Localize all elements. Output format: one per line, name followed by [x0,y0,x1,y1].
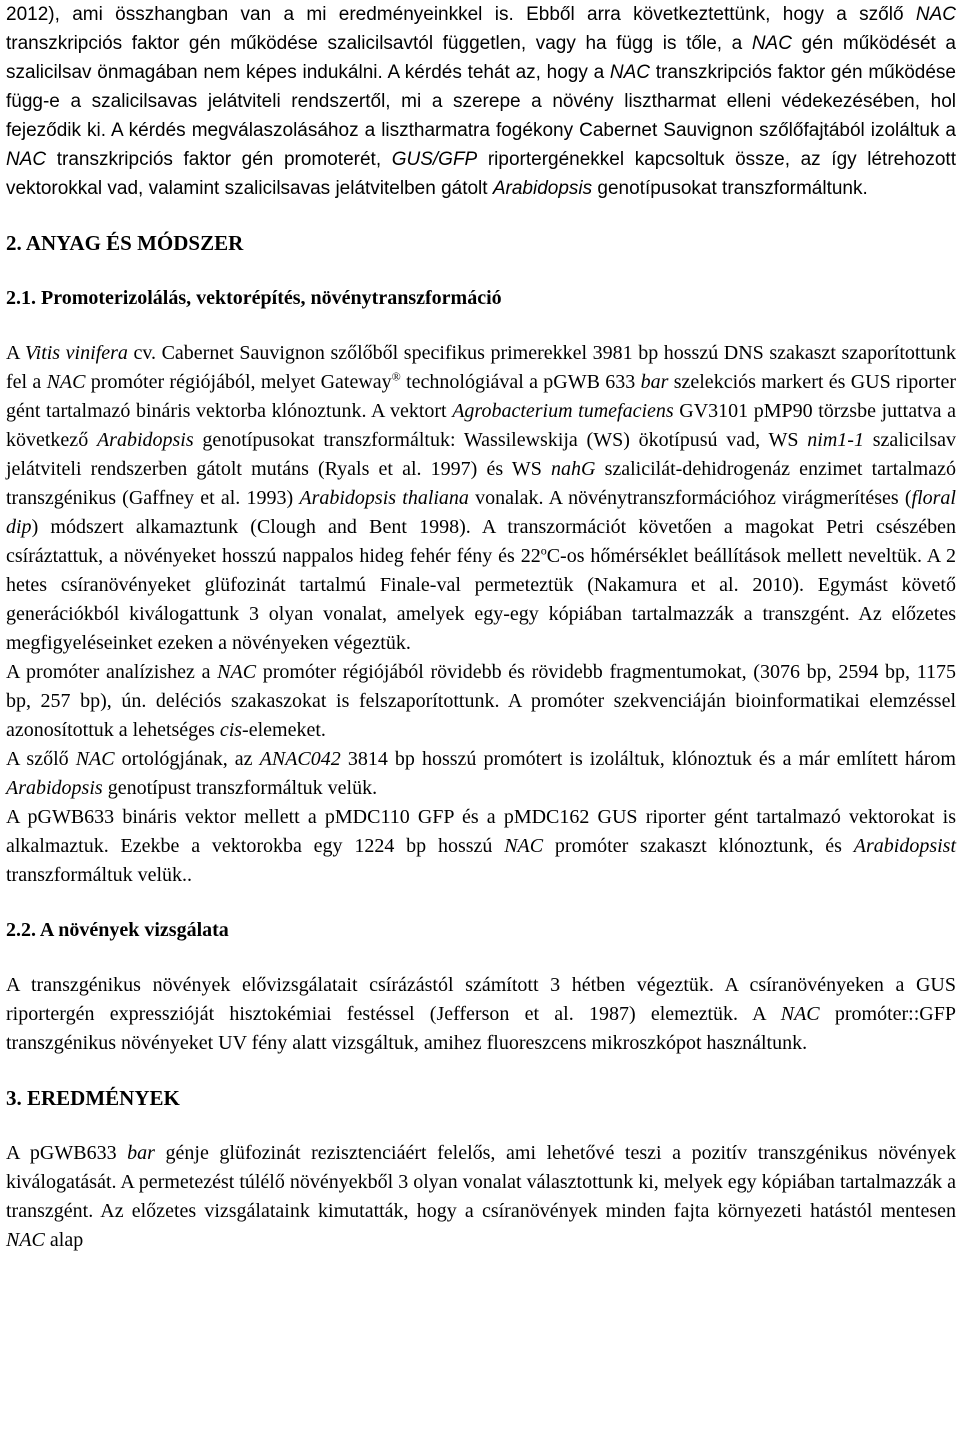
text-run: GV3101 pMP90 törzsbe juttatva a következő [6,400,956,451]
gene-name: GUS/GFP [391,149,478,170]
text-run: genotípusokat transzformáltuk: Wassilewskija (WS) ökotípusú vad, WS [193,429,808,451]
text-run: vonalak. A növénytranszformációhoz virágmerítéses ( [468,487,912,509]
text-run: promóter régiójából rövidebb és rövidebb fragmentumokat, (3076 bp, 2594 bp, 1175 bp, 257 bp), ún. deléciós szakaszokat is felszaporítottunk. A promóter szekvenciáján bioinformatikai elemzéssel azonosítottuk a lehetséges [6,661,956,741]
subsection-heading-2-2: 2.2. A növények vizsgálata [6,919,229,941]
species-name: Arabidopsis [492,178,593,199]
paragraph-vector-construction [6,339,956,658]
species-name: Vitis vinifera [24,342,128,364]
gene-name: NAC [915,4,956,25]
text-run: 3814 bp hosszú promótert is izoláltuk, klónoztuk és a már említett három [340,748,956,770]
gene-name: NAC [6,1229,45,1251]
text-run: 2012), ami összhangban van a mi eredményeinkkel is. Ebből arra következtettünk, hogy a szőlő [6,4,916,25]
text-run: promóter szakaszt klónoztunk, és [543,835,854,857]
term: cis [219,719,243,741]
text-run: promóter régiójából, melyet Gateway [85,371,392,393]
text-run: A promóter analízishez a [6,661,218,683]
text-run: transzkripciós faktor gén működése szalicilsavtól független, vagy ha függ is tőle, a [6,33,752,54]
section-heading-results: 3. EREDMÉNYEK [6,1086,180,1110]
section-heading-methods: 2. ANYAG ÉS MÓDSZER [6,231,244,255]
text-run: riportergénekkel kapcsoltuk össze, az így létrehozott vektorokkal vad, valamint szalicilsavas jelátvitelben gátolt [6,149,956,199]
text-run: szalicilsav jelátviteli rendszerben gátolt mutáns (Ryals et al. 1997) és WS [6,429,956,480]
text-run: transzformáltuk velük.. [6,864,193,886]
text-run: génje glüfozinát rezisztenciáért felelős, ami lehetővé teszi a pozitív transzgénikus növények kiválogatását. A permetezést túlélő növényekből 3 olyan vonalat választottunk ki, melyek egy kópiában tartalmazzák a transzgént. Az előzetes vizsgálataink kimutatták, hogy a csíranövények minden fajta környezeti hatástól mentesen [6,1142,956,1222]
gene-name: ANAC042 [259,748,341,770]
text-run: cv. Cabernet Sauvignon szőlőből specifikus primerekkel 3981 bp hosszú DNS szakaszt szaporítottunk fel a [6,342,956,393]
text-run: szelekciós markert és GUS riporter gént tartalmazó bináris vektorba klónoztunk. A vektort [6,371,956,422]
text-run: A szőlő [6,748,76,770]
text-run: A transzgénikus növények elővizsgálatait csírázástól számított 3 hétben végeztük. A csíranövényeken a GUS riportergén expresszióját hisztokémiai festéssel (Jefferson et al. 1987) elemeztük. A [6,974,956,1025]
species-name: Arabidopsis thaliana [299,487,469,509]
gene-name: NAC [751,33,792,54]
species-name: Arabidopsist [853,835,957,857]
text-run: genotípust transzformáltuk velük. [102,777,378,799]
gene-name: bar [640,371,669,393]
paragraph-vectors [6,803,956,890]
intro-paragraph [6,0,956,203]
text-run: A [6,342,25,364]
text-run: C-os hőmérséklet beállítások mellett neveltük. A 2 hetes csíranövényeket glüfozinát tartalmú Finale-val permeteztük (Nakamura et al. 2010). Egymást követő generációkból kiválogattunk 3 olyan vonalat, amelyek egy-egy kópiában tartalmazzák a transzgént. Az előzetes megfigyeléseinket ezeken a növényeken végeztük. [6,545,957,654]
gene-name: NAC [609,62,651,83]
text-run: promóter::GFP transzgénikus növényeket UV fény alatt vizsgáltuk, amihez fluoreszcens mikroszkópot használtunk. [6,1003,956,1054]
gene-name: NAC [780,1003,820,1025]
text-run: technológiával a pGWB 633 [400,371,641,393]
registered-mark: ® [391,369,401,384]
species-name: Agrobacterium tumefaciens [452,400,674,422]
text-run: ) módszert alkamaztunk (Clough and Bent 1998). A transzormációt követően a magokat Petri csészében csíráztattuk, a növényeket hosszú nappalos hideg fehér fény és 22 [6,516,956,567]
paragraph-promoter-analysis [6,658,956,745]
paragraph-results [6,1139,956,1255]
method-term: floral dip [6,487,956,538]
gene-name: NAC [6,149,47,170]
paragraph-ortholog [6,745,956,803]
subsection-heading-2-1: 2.1. Promoterizolálás, vektorépítés, növénytranszformáció [6,287,502,309]
species-name: Arabidopsis [96,429,194,451]
gene-name: NAC [75,748,115,770]
text-run: transzkripciós faktor gén működése függ-e a szalicilsavas jelátviteli rendszertől, mi a szerepe a növény lisztharmat elleni védekezésében, hol fejeződik ki. A kérdés megválaszolásához a lisztharmatra fogékony Cabernet Sauvignon szőlőfajtából izoláltuk a [6,62,956,141]
degree-superscript: o [540,543,547,558]
text-run: szalicilát-dehidrogenáz enzimet tartalmazó transzgénikus (Gaffney et al. 1993) [6,458,956,509]
gene-name: bar [127,1142,155,1164]
gene-name: NAC [504,835,544,857]
text-run: transzkripciós faktor gén promoterét, [46,149,392,170]
gene-name: NAC [46,371,86,393]
gene-name: nim1-1 [807,429,864,451]
text-run: A pGWB633 bináris vektor mellett a pMDC110 GFP és a pMDC162 GUS riporter gént tartalmazó vektorokat is alkalmaztuk. Ezekbe a vektorokba egy 1224 bp hosszú [6,806,956,857]
text-run: ortológjának, az [114,748,260,770]
gene-name: NAC [217,661,257,683]
text-run: gén működését a szalicilsav önmagában nem képes indukálni. A kérdés tehát az, hogy a [6,33,956,83]
species-name: Arabidopsis [6,777,103,799]
text-run: A pGWB633 [6,1142,128,1164]
text-run: -elemeket. [242,719,326,741]
paragraph-plant-analysis [6,971,956,1058]
text-run: genotípusokat transzformáltunk. [592,178,868,199]
gene-name: nahG [551,458,596,480]
text-run: alap [44,1229,84,1251]
